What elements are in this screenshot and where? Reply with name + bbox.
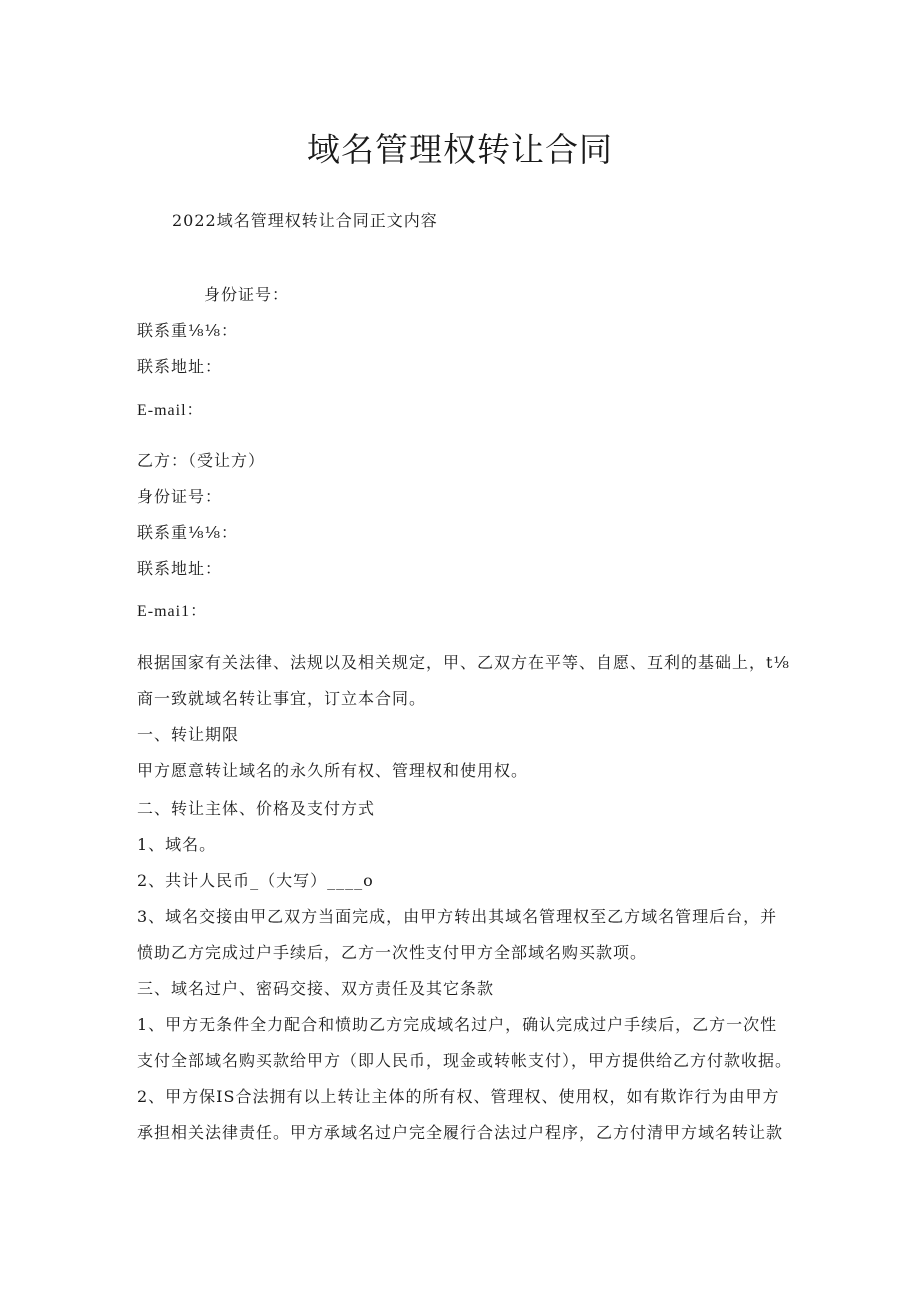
party-a-email-label: E-mail： — [137, 402, 204, 419]
document-subtitle: 2022域名管理权转让合同正文内容 — [172, 211, 438, 230]
party-b-id-label: 身份证号： — [137, 487, 223, 506]
party-a-id-label: 身份证号： — [204, 285, 290, 304]
preamble-line-1: 根据国家有关法律、法规以及相关规定，甲、乙双方在平等、自愿、互利的基础上，t⅛ — [137, 653, 790, 672]
section-2-heading: 二、转让主体、价格及支付方式 — [137, 799, 376, 818]
party-b-heading: 乙方：（受让方） — [137, 451, 266, 470]
party-a-phone-label: 联系重⅛⅛： — [137, 321, 239, 340]
section-2-item-2: 2、共计人民币_（大写）____o — [137, 871, 374, 890]
section-3-heading: 三、域名过户、密码交接、双方责任及其它条款 — [137, 979, 495, 998]
party-a-address-label: 联系地址： — [137, 357, 223, 376]
document-title: 域名管理权转让合同 — [307, 130, 613, 169]
section-3-item-1-line-1: 1、甲方无条件全力配合和愤助乙方完成域名过户，确认完成过户手续后，乙方一次性 — [137, 1015, 778, 1034]
preamble-line-2: 商一致就域名转让事宜，订立本合同。 — [137, 689, 427, 708]
section-1-text: 甲方愿意转让域名的永久所有权、管理权和使用权。 — [137, 761, 529, 780]
section-2-item-1: 1、域名。 — [137, 835, 217, 854]
party-b-address-label: 联系地址： — [137, 559, 223, 578]
party-b-email-label: E-mai1： — [137, 603, 208, 620]
section-3-item-1-line-2: 支付全部域名购买款给甲方（即人民币，现金或转帐支付），甲方提供给乙方付款收据。 — [137, 1051, 793, 1070]
section-3-item-2-line-1: 2、甲方保IS合法拥有以上转让主体的所有权、管理权、使用权，如有欺诈行为由甲方 — [137, 1087, 780, 1106]
section-3-item-2-line-2: 承担相关法律责任。甲方承域名过户完全履行合法过户程序，乙方付清甲方域名转让款 — [137, 1123, 784, 1142]
section-2-item-3-line-2: 愤助乙方完成过户手续后，乙方一次性支付甲方全部域名购买款项。 — [137, 943, 648, 962]
section-2-item-3-line-1: 3、域名交接由甲乙双方当面完成，由甲方转出其域名管理权至乙方域名管理后台，并 — [137, 907, 778, 926]
party-b-phone-label: 联系重⅛⅛： — [137, 523, 239, 542]
section-1-heading: 一、转让期限 — [137, 725, 240, 744]
